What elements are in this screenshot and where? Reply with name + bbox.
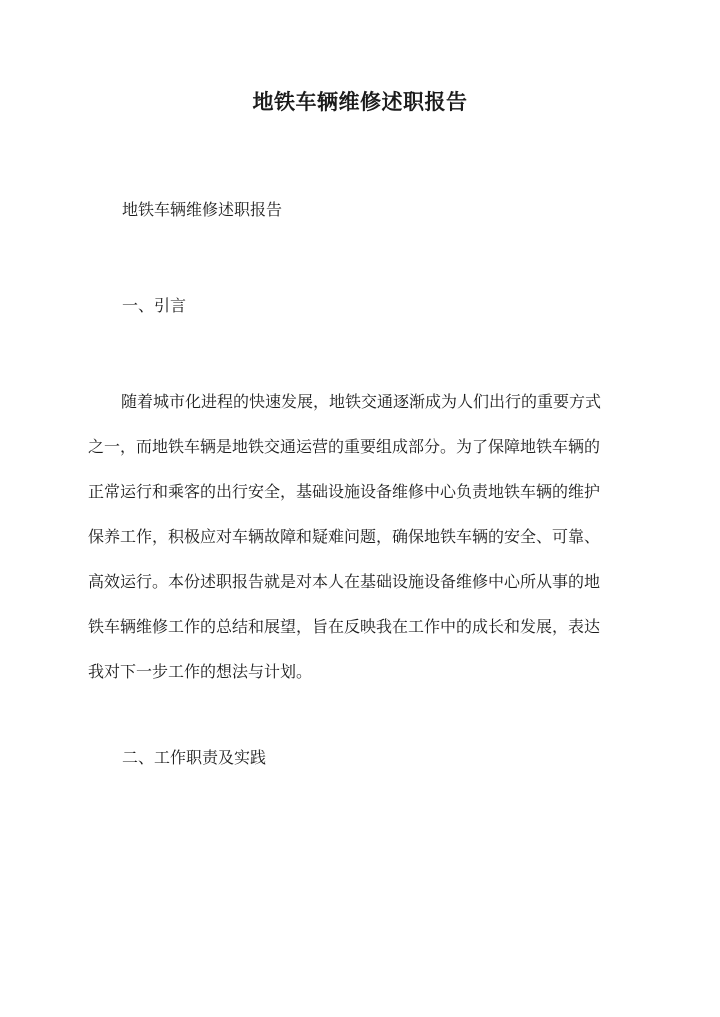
paragraph-line: 高效运行。本份述职报告就是对本人在基础设施设备维修中心所从事的地 — [88, 572, 601, 591]
document-title: 地铁车辆维修述职报告 — [252, 89, 468, 114]
section-heading-introduction: 一、引言 — [122, 296, 187, 315]
paragraph-line: 保养工作，积极应对车辆故障和疑难问题，确保地铁车辆的安全、可靠、 — [88, 527, 601, 546]
document-subtitle: 地铁车辆维修述职报告 — [122, 200, 283, 219]
section-heading-duties: 二、工作职责及实践 — [122, 748, 267, 767]
paragraph-line: 之一，而地铁车辆是地铁交通运营的重要组成部分。为了保障地铁车辆的 — [88, 437, 601, 456]
paragraph-line: 铁车辆维修工作的总结和展望，旨在反映我在工作中的成长和发展，表达 — [88, 617, 601, 636]
paragraph-line: 我对下一步工作的想法与计划。 — [88, 662, 313, 681]
introduction-paragraph — [88, 379, 636, 694]
paragraph-line: 随着城市化进程的快速发展，地铁交通逐渐成为人们出行的重要方式 — [121, 392, 602, 411]
paragraph-line: 正常运行和乘客的出行安全，基础设施设备维修中心负责地铁车辆的维护 — [88, 482, 601, 501]
